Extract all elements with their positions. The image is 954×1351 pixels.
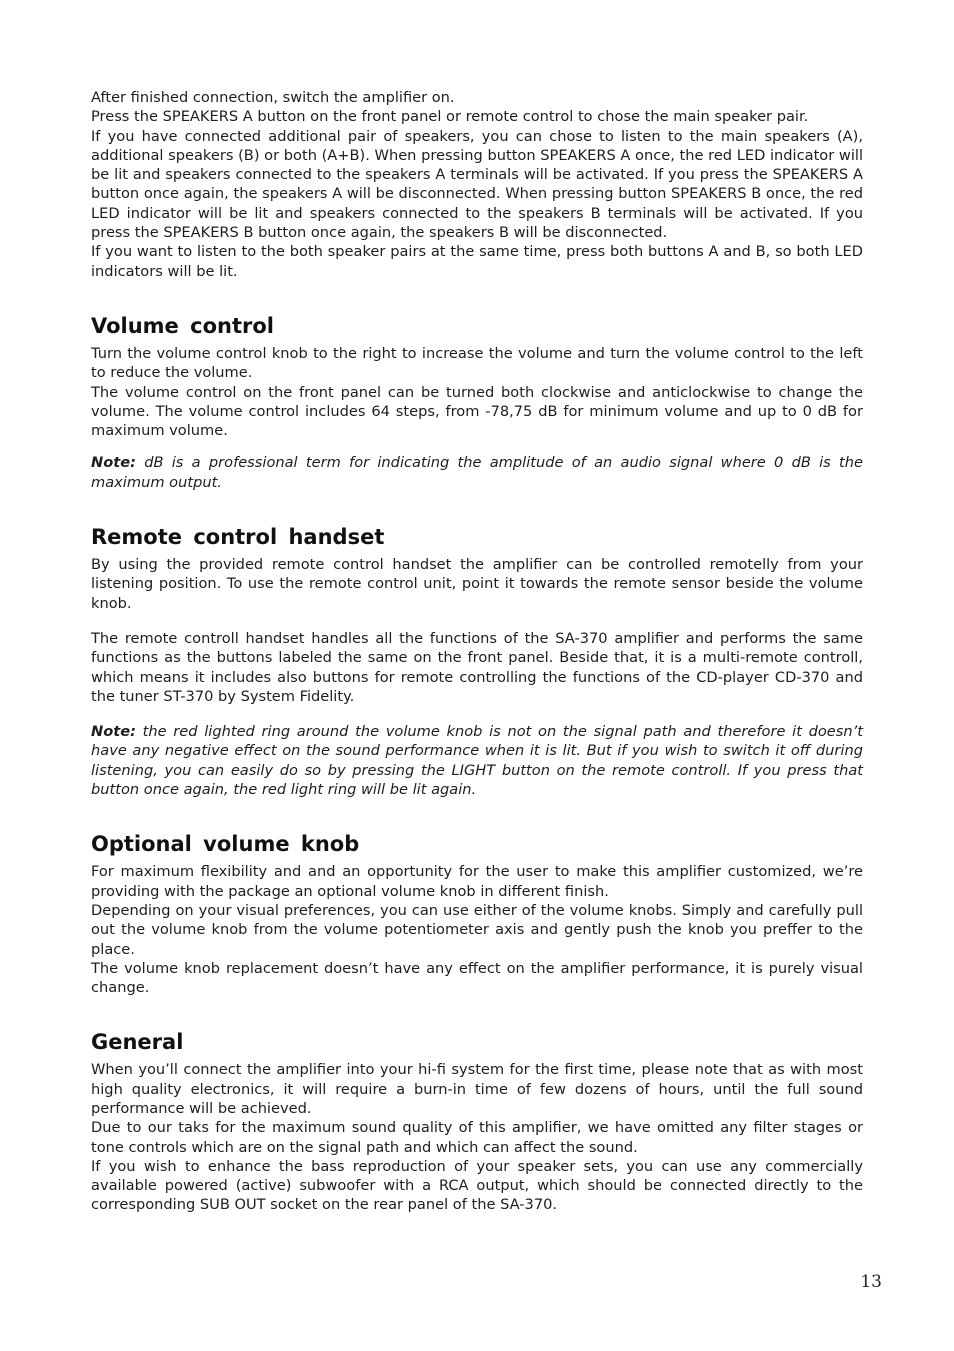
general-paragraph-3: If you wish to enhance the bass reproduction of your speaker sets, you can use any commercially available powered (active) subwoofer with a RCA output, which should be connected directly to the corresponding SUB OUT socket on the rear panel of the SA-370. [91,1157,863,1214]
page-number: 13 [860,1272,882,1292]
intro-paragraph-2: Press the SPEAKERS A button on the front panel or remote control to chose the main speaker pair. [91,108,809,126]
general-paragraph-2: Due to our taks for the maximum sound quality of this amplifier, we have omitted any filter stages or tone controls which are on the signal path and which can affect the sound. [91,1119,863,1156]
volume-paragraph-1: Turn the volume control knob to the right to increase the volume and turn the volume control to the left to reduce the volume. [91,344,863,382]
knob-paragraph-1: For maximum flexibility and and an opportunity for the user to make this amplifier customized, we’re providing with the package an optional volume knob in different finish. [91,863,863,900]
general-section [91,1029,863,1214]
volume-paragraph-2: The volume control on the front panel can be turned both clockwise and anticlockwise to change the volume. The volume control includes 64 steps, from -78,75 dB for minimum volume and up to 0 dB for maximum volume. [91,383,863,440]
note-label: Note: [91,454,136,472]
volume-note [91,453,863,492]
intro-paragraph-4: If you want to listen to the both speaker pairs at the same time, press both buttons A and B, so both LED indicators will be lit. [91,243,863,280]
volume-control-heading: Volume control [91,313,274,338]
knob-paragraph-3: The volume knob replacement doesn’t have any effect on the amplifier performance, it is purely visual change. [91,959,863,997]
remote-control-heading: Remote control handset [91,525,385,550]
volume-control-section [91,313,863,492]
general-heading: General [91,1030,184,1055]
optional-knob-heading: Optional volume knob [91,832,360,857]
intro-section [91,88,863,281]
general-paragraph-1: When you’ll connect the amplifier into your hi-fi system for the first time, please note that as with most high quality electronics, it will require a burn-in time of few dozens of hours, until the full sound performance will be achieved. [91,1061,863,1117]
remote-control-section [91,524,863,799]
remote-note [91,722,863,799]
knob-paragraph-2: Depending on your visual preferences, you can use either of the volume knobs. Simply and carefully pull out the volume knob from the volume potentiometer axis and gently push the knob you preffer to the place. [91,901,863,958]
page-body [91,88,863,1215]
intro-paragraph-3: If you have connected additional pair of speakers, you can chose to listen to the main speakers (A), additional speakers (B) or both (A+B). When pressing button SPEAKERS A once, the red LED indicator will be lit and speakers connected to the speakers A terminals will be activated. If you press the SPEAKERS A button once again, the speakers A will be disconnected. When pressing button SPEAKERS B once, the red LED indicator will be lit and speakers connected to the speakers B terminals will be activated. If you press the SPEAKERS B button once again, the speakers B will be disconnected. [91,127,863,242]
note-text: dB is a professional term for indicating the amplitude of an audio signal where 0 dB is the maximum output. [91,454,863,491]
note-label: Note: [91,723,136,741]
remote-paragraph-2: The remote controll handset handles all the functions of the SA-370 amplifier and performs the same functions as the buttons labeled the same on the front panel. Beside that, it is a multi-remote controll, which means it includes also buttons for remote controlling the functions of the CD-player CD-370 and the tuner ST-370 by System Fidelity. [91,629,863,705]
note-text: the red lighted ring around the volume knob is not on the signal path and therefore it doesn’t have any negative effect on the sound performance when it is lit. But if you wish to switch it off during listening, you can easily do so by pressing the LIGHT button on the remote controll. If you press that button once again, the red light ring will be lit again. [91,723,863,799]
remote-paragraph-1: By using the provided remote control handset the amplifier can be controlled remotelly from your listening position. To use the remote control unit, point it towards the remote sensor beside the volume knob. [91,556,863,612]
optional-knob-section [91,831,863,997]
intro-paragraph-1: After finished connection, switch the amplifier on. [91,89,455,106]
